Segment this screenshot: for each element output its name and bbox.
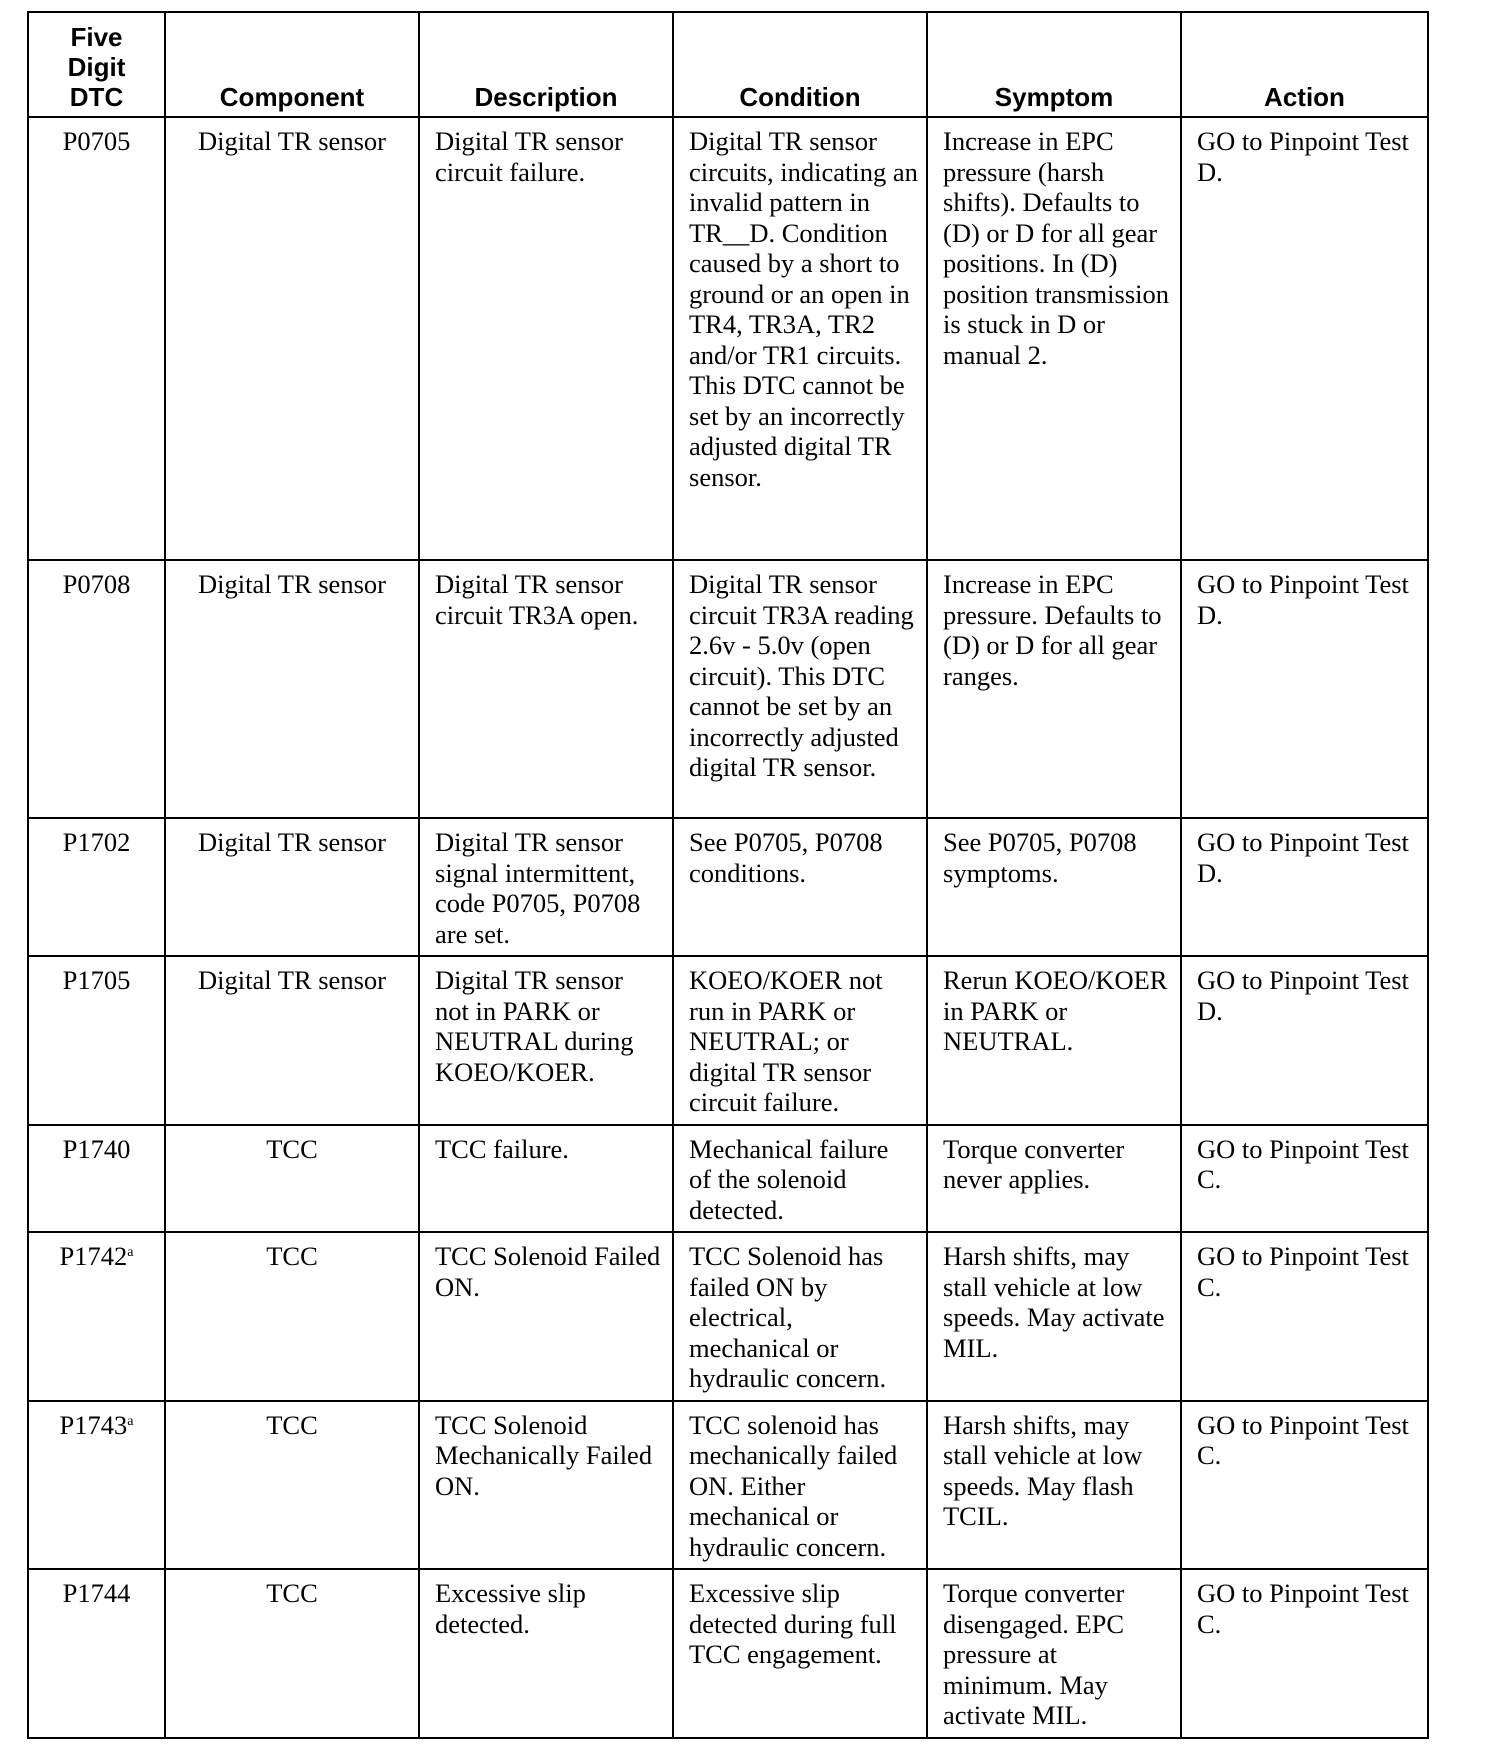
description-cell: Digital TR sensor circuit failure.	[419, 117, 673, 560]
dtc-code-cell	[28, 1125, 165, 1233]
header-action: Action	[1181, 12, 1428, 117]
symptom-cell: Torque converter disengaged. EPC pressure at minimum. May activate MIL.	[927, 1569, 1181, 1738]
condition-cell: Digital TR sensor circuits, indicating an invalid pattern in TR__D. Condition caused by a short to ground or an open in TR4, TR3A, TR2 and/or TR1 circuits. This DTC cannot be set by an incorrectly adjusted digital TR sensor.	[673, 117, 927, 560]
action-cell: GO to Pinpoint Test D.	[1181, 560, 1428, 818]
header-condition: Condition	[673, 12, 927, 117]
dtc-code-cell	[28, 560, 165, 818]
condition-cell: TCC Solenoid has failed ON by electrical, mechanical or hydraulic concern.	[673, 1232, 927, 1401]
component-cell: Digital TR sensor	[165, 117, 419, 560]
symptom-cell: Increase in EPC pressure. Defaults to (D) or D for all gear ranges.	[927, 560, 1181, 818]
action-cell: GO to Pinpoint Test C.	[1181, 1401, 1428, 1570]
action-cell: GO to Pinpoint Test D.	[1181, 818, 1428, 956]
component-cell: Digital TR sensor	[165, 560, 419, 818]
description-cell: TCC Solenoid Mechanically Failed ON.	[419, 1401, 673, 1570]
symptom-cell: Harsh shifts, may stall vehicle at low speeds. May flash TCIL.	[927, 1401, 1181, 1570]
symptom-cell: See P0705, P0708 symptoms.	[927, 818, 1181, 956]
header-component: Component	[165, 12, 419, 117]
table-row	[28, 818, 1428, 956]
component-cell: TCC	[165, 1125, 419, 1233]
footnote-marker: a	[127, 1413, 134, 1429]
table-row	[28, 117, 1428, 560]
condition-cell: TCC solenoid has mechanically failed ON. Either mechanical or hydraulic concern.	[673, 1401, 927, 1570]
dtc-code-cell	[28, 1232, 165, 1401]
table-row	[28, 956, 1428, 1125]
footnote-marker: a	[127, 1245, 134, 1260]
description-cell: Digital TR sensor circuit TR3A open.	[419, 560, 673, 818]
condition-cell: KOEO/KOER not run in PARK or NEUTRAL; or digital TR sensor circuit failure.	[673, 956, 927, 1125]
action-cell: GO to Pinpoint Test D.	[1181, 117, 1428, 560]
dtc-code: P1740	[62, 1133, 131, 1164]
action-cell: GO to Pinpoint Test C.	[1181, 1125, 1428, 1233]
header-row	[28, 12, 1428, 117]
symptom-cell: Rerun KOEO/KOER in PARK or NEUTRAL.	[927, 956, 1181, 1125]
description-cell: Digital TR sensor signal intermittent, code P0705, P0708 are set.	[419, 818, 673, 956]
description-cell: TCC failure.	[419, 1125, 673, 1233]
header-description: Description	[419, 12, 673, 117]
header-symptom: Symptom	[927, 12, 1181, 117]
header-five-digit-dtc: Five Digit DTC	[28, 12, 165, 117]
dtc-code: P1744	[62, 1578, 131, 1608]
symptom-cell: Harsh shifts, may stall vehicle at low speeds. May activate MIL.	[927, 1232, 1181, 1401]
table-row	[28, 1232, 1428, 1401]
table-row	[28, 1401, 1428, 1570]
dtc-code: P1743	[59, 1409, 128, 1440]
table-row	[28, 1125, 1428, 1233]
condition-cell: Mechanical failure of the solenoid detected.	[673, 1125, 927, 1233]
component-cell: Digital TR sensor	[165, 956, 419, 1125]
table-row	[28, 1569, 1428, 1738]
dtc-code: P0708	[62, 569, 131, 599]
condition-cell: Digital TR sensor circuit TR3A reading 2.6v - 5.0v (open circuit). This DTC cannot be set by an incorrectly adjusted digital TR sensor.	[673, 560, 927, 818]
action-cell: GO to Pinpoint Test C.	[1181, 1569, 1428, 1738]
action-cell: GO to Pinpoint Test C.	[1181, 1232, 1428, 1401]
dtc-code: P0705	[62, 126, 131, 156]
description-cell: Excessive slip detected.	[419, 1569, 673, 1738]
component-cell: TCC	[165, 1569, 419, 1738]
dtc-code-cell	[28, 117, 165, 560]
component-cell: TCC	[165, 1401, 419, 1570]
dtc-code-cell	[28, 956, 165, 1125]
component-cell: TCC	[165, 1232, 419, 1401]
condition-cell: See P0705, P0708 conditions.	[673, 818, 927, 956]
dtc-code: P1705	[62, 965, 131, 995]
condition-cell: Excessive slip detected during full TCC engagement.	[673, 1569, 927, 1738]
component-cell: Digital TR sensor	[165, 818, 419, 956]
description-cell: TCC Solenoid Failed ON.	[419, 1232, 673, 1401]
dtc-code-cell	[28, 1401, 165, 1570]
dtc-code-cell	[28, 1569, 165, 1738]
symptom-cell: Torque converter never applies.	[927, 1125, 1181, 1233]
description-cell: Digital TR sensor not in PARK or NEUTRAL during KOEO/KOER.	[419, 956, 673, 1125]
dtc-code-cell	[28, 818, 165, 956]
action-cell: GO to Pinpoint Test D.	[1181, 956, 1428, 1125]
dtc-code: P1702	[62, 827, 131, 857]
symptom-cell: Increase in EPC pressure (harsh shifts). Defaults to (D) or D for all gear positions. In (D) position transmission is stuck in D or manual 2.	[927, 117, 1181, 560]
table-row	[28, 560, 1428, 818]
dtc-code: P1742	[59, 1241, 128, 1271]
dtc-table	[27, 11, 1429, 1739]
